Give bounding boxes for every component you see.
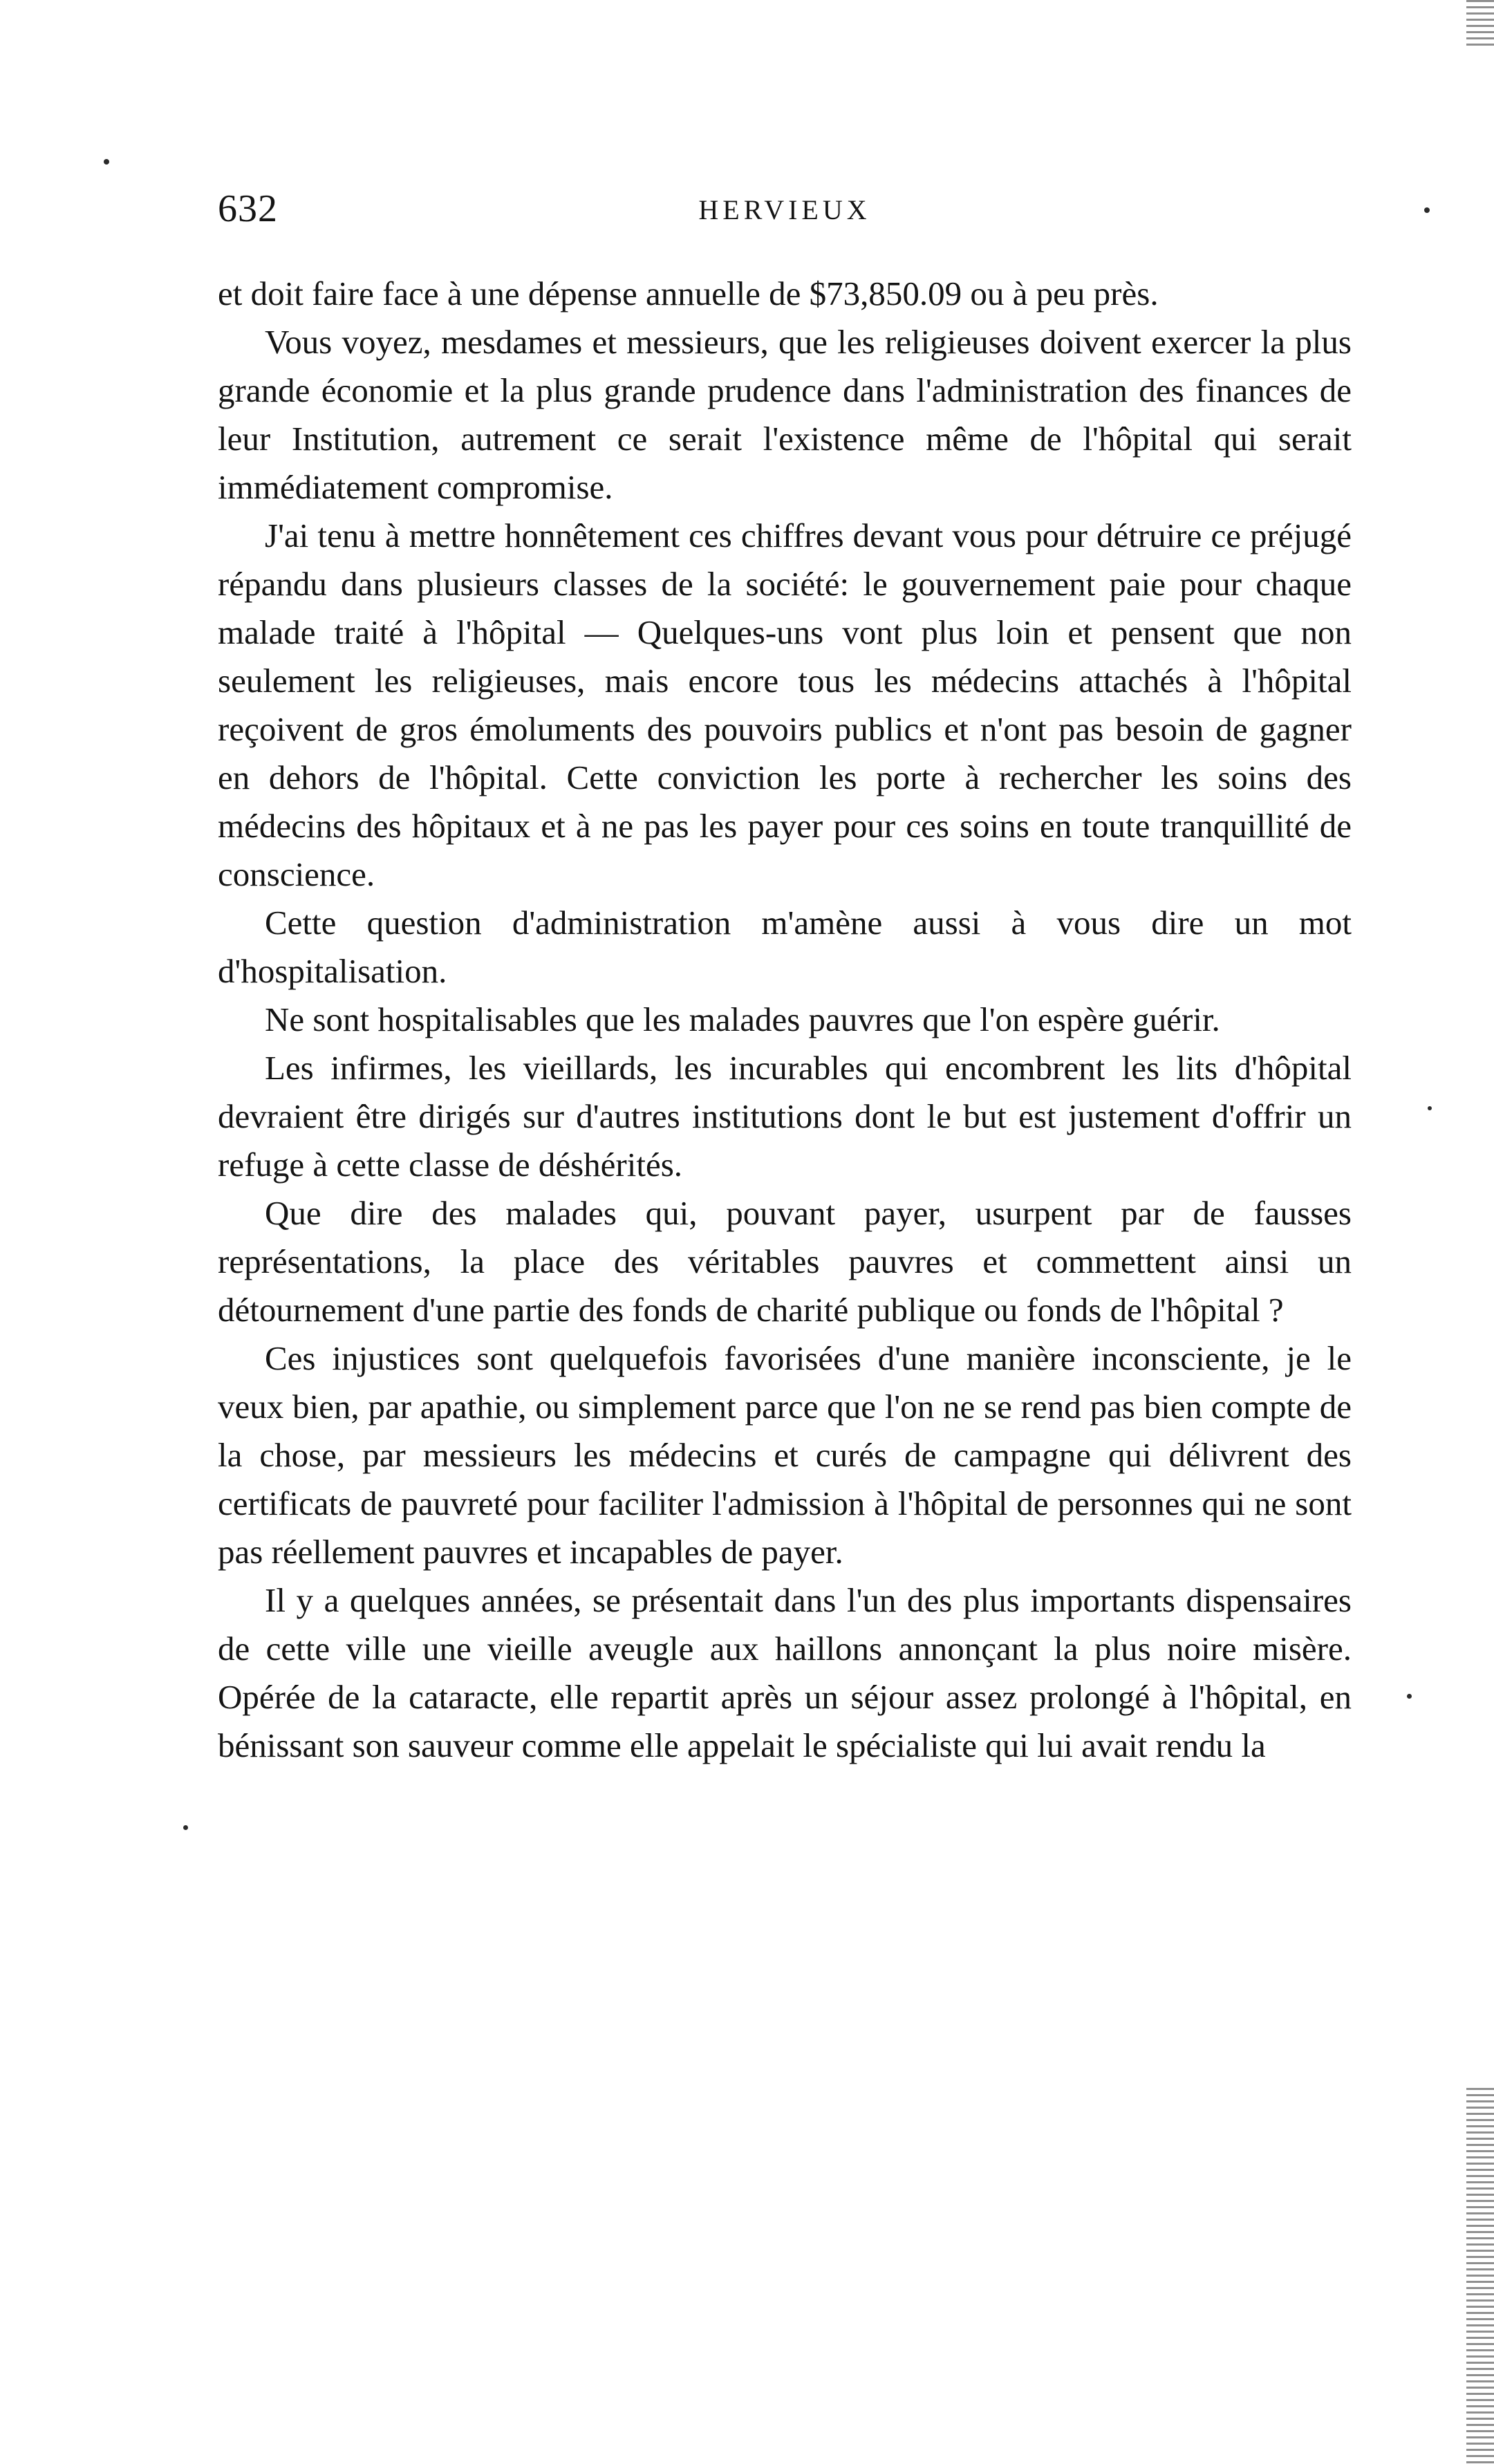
scan-speck [1407,1694,1412,1699]
page-number: 632 [218,187,278,230]
running-title: HERVIEUX [698,194,871,225]
paragraph: Ne sont hospitalisables que les malades pauvres que l'on espère guérir. [265,1000,1220,1038]
paragraph: et doit faire face à une dépense annuelle de $73,850.09 ou à peu près. [218,274,1159,312]
paragraph: Il y a quelques années, se présentait dans l'un des plus importants dispensaires de cette ville une vieille aveugle aux haillons annonçant la plus noire misère. Opérée de la cataracte, elle repartit après un séjour assez prolongé à l'hôpital, en bénissant son sauveur comme elle appelait le spécialiste qui lui avait rendu la [218,1581,1352,1764]
paragraph: Les infirmes, les vieillards, les incurables qui encombrent les lits d'hôpital devraient être dirigés sur d'autres institutions dont le but est justement d'offrir un refuge à cette classe de déshérités. [218,1049,1352,1184]
paragraph: Que dire des malades qui, pouvant payer, usurpent par de fausses représentations, la place des véritables pauvres et commettent ainsi un détournement d'une partie des fonds de charité publique ou fonds de l'hôpital ? [218,1194,1352,1329]
scan-speck [104,159,109,165]
body-text [218,270,1352,1770]
scan-speck [183,1825,188,1830]
scan-speck [1428,1106,1432,1110]
running-head [218,187,1352,242]
book-page [218,187,1352,1770]
paragraph: Cette question d'administration m'amène aussi à vous dire un mot d'hospitalisation. [218,904,1352,990]
paragraph: Vous voyez, mesdames et messieurs, que les religieuses doivent exercer la plus grande économie et la plus grande prudence dans l'administration des finances de leur Institution, autrement ce serait l'existence même de l'hôpital qui serait immédiatement compromise. [218,323,1352,506]
scan-speck [1424,207,1430,213]
scan-edge-noise [1466,0,1494,48]
paragraph: Ces injustices sont quelquefois favorisées d'une manière inconsciente, je le veux bien, par apathie, ou simplement parce que l'on ne se rend pas bien compte de la chose, par messieurs les médecins et curés de campagne qui délivrent des certificats de pauvreté pour faciliter l'admission à l'hôpital de personnes qui ne sont pas réellement pauvres et incapables de payer. [218,1339,1352,1571]
paragraph: J'ai tenu à mettre honnêtement ces chiffres devant vous pour détruire ce préjugé répandu dans plusieurs classes de la société: le gouvernement paie pour chaque malade traité à l'hôpital — Quelques-uns vont plus loin et pensent que non seulement les religieuses, mais encore tous les médecins attachés à l'hôpital reçoivent de gros émoluments des pouvoirs publics et n'ont pas besoin de gagner en dehors de l'hôpital. Cette conviction les porte à rechercher les soins des médecins des hôpitaux et à ne pas les payer pour ces soins en toute tranquillité de conscience. [218,516,1352,893]
scan-edge-noise [1466,2088,1494,2464]
